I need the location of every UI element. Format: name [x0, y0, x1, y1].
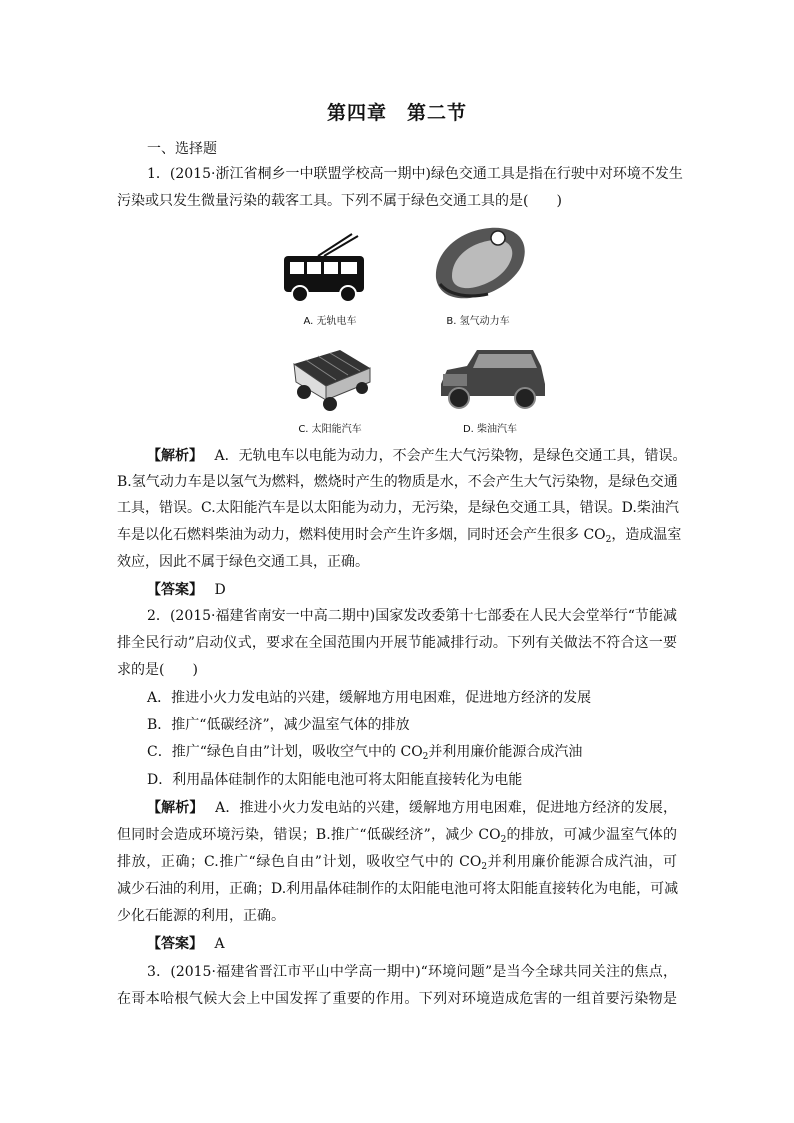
q2-stem-line-3: 求的是( ): [117, 662, 198, 678]
caption-b: B. 氢气动力车: [446, 316, 510, 327]
q1-analysis-line-5: 效应，因此不属于绿色交通工具，正确。: [117, 554, 369, 570]
q1-answer: [147, 581, 677, 599]
analysis-tag: 【解析】: [147, 448, 196, 464]
q3-stem-line-1: 3．(2015·福建省晋江市平山中学高一期中)“环境问题”是当今全球共同关注的焦点，: [147, 964, 677, 980]
page-title: 第四章 第二节: [326, 102, 467, 124]
answer-tag: 【答案】: [147, 582, 196, 598]
q2-analysis-line-3: 排放，正确；C.推广“绿色自由”计划，吸收空气中的 $CO_2$并利用廉价能源合成汽油，可: [117, 854, 678, 872]
trolleybus-image: [280, 232, 370, 304]
q2-analysis-line-4: 减少石油的利用，正确；D.利用晶体硅制作的太阳能电池可将太阳能直接转化为电能，可减: [117, 881, 679, 897]
q1-analysis-line-3: 工具，错误。C.太阳能汽车是以太阳能为动力，无污染，是绿色交通工具，错误。D.柴油汽: [117, 500, 679, 516]
hydrogen-car-image: [430, 222, 530, 304]
q2-analysis-line-2: 但同时会造成环境污染，错误；B.推广“低碳经济”，减少 $CO_2$的排放，可减少温室气体的: [117, 827, 678, 845]
q2-option-b: B．推广“低碳经济”，减少温室气体的排放: [147, 717, 410, 733]
q2-option-c: C．推广“绿色自由”计划，吸收空气中的 $CO_2$并利用廉价能源合成汽油: [147, 744, 583, 762]
q2-analysis-line-5: 少化石能源的利用，正确。: [117, 908, 285, 924]
answer-value: D: [214, 582, 226, 598]
q1-stem-line-2: 污染或只发生微量污染的载客工具。下列不属于绿色交通工具的是( ): [117, 193, 562, 209]
caption-d: D. 柴油汽车: [462, 424, 518, 435]
q3-stem-line-2: 在哥本哈根气候大会上中国发挥了重要的作用。下列对环境造成危害的一组首要污染物是: [117, 991, 677, 1007]
solar-car-image: [286, 340, 374, 412]
q2-analysis-line-1: 【解析】 A．推进小火力发电站的兴建，缓解地方用电困难，促进地方经济的发展，: [147, 800, 678, 816]
diesel-suv-image: [437, 344, 549, 412]
caption-c: C. 太阳能汽车: [298, 424, 362, 435]
q1-analysis-line-1: 【解析】 A．无轨电车以电能为动力，不会产生大气污染物，是绿色交通工具，错误。: [147, 448, 687, 464]
q2-stem-line-2: 排全民行动”启动仪式，要求在全国范围内开展节能减排行动。下列有关做法不符合这一要: [117, 635, 677, 651]
caption-a: A. 无轨电车: [303, 316, 357, 327]
q1-analysis-line-2: B.氢气动力车是以氢气为燃料，燃烧时产生的物质是水，不会产生大气污染物，是绿色交通: [117, 474, 678, 490]
section-heading: 一、选择题: [147, 141, 217, 157]
q1-analysis-line-4: 车是以化石燃料柴油为动力，燃料使用时会产生许多烟，同时还会产生很多 $CO_2$，造成温室: [117, 527, 682, 545]
q2-option-d: D．利用晶体硅制作的太阳能电池可将太阳能直接转化为电能: [147, 772, 523, 788]
q1-stem-line-1: 1．(2015·浙江省桐乡一中联盟学校高一期中)绿色交通工具是指在行驶中对环境不发生: [147, 166, 683, 182]
q2-option-a: A．推进小火力发电站的兴建，缓解地方用电困难，促进地方经济的发展: [147, 690, 592, 706]
q2-answer: 【答案】 A: [147, 936, 225, 952]
q2-stem-line-1: 2．(2015·福建省南安一中高二期中)国家发改委第十七部委在人民大会堂举行“节能减: [147, 608, 677, 624]
